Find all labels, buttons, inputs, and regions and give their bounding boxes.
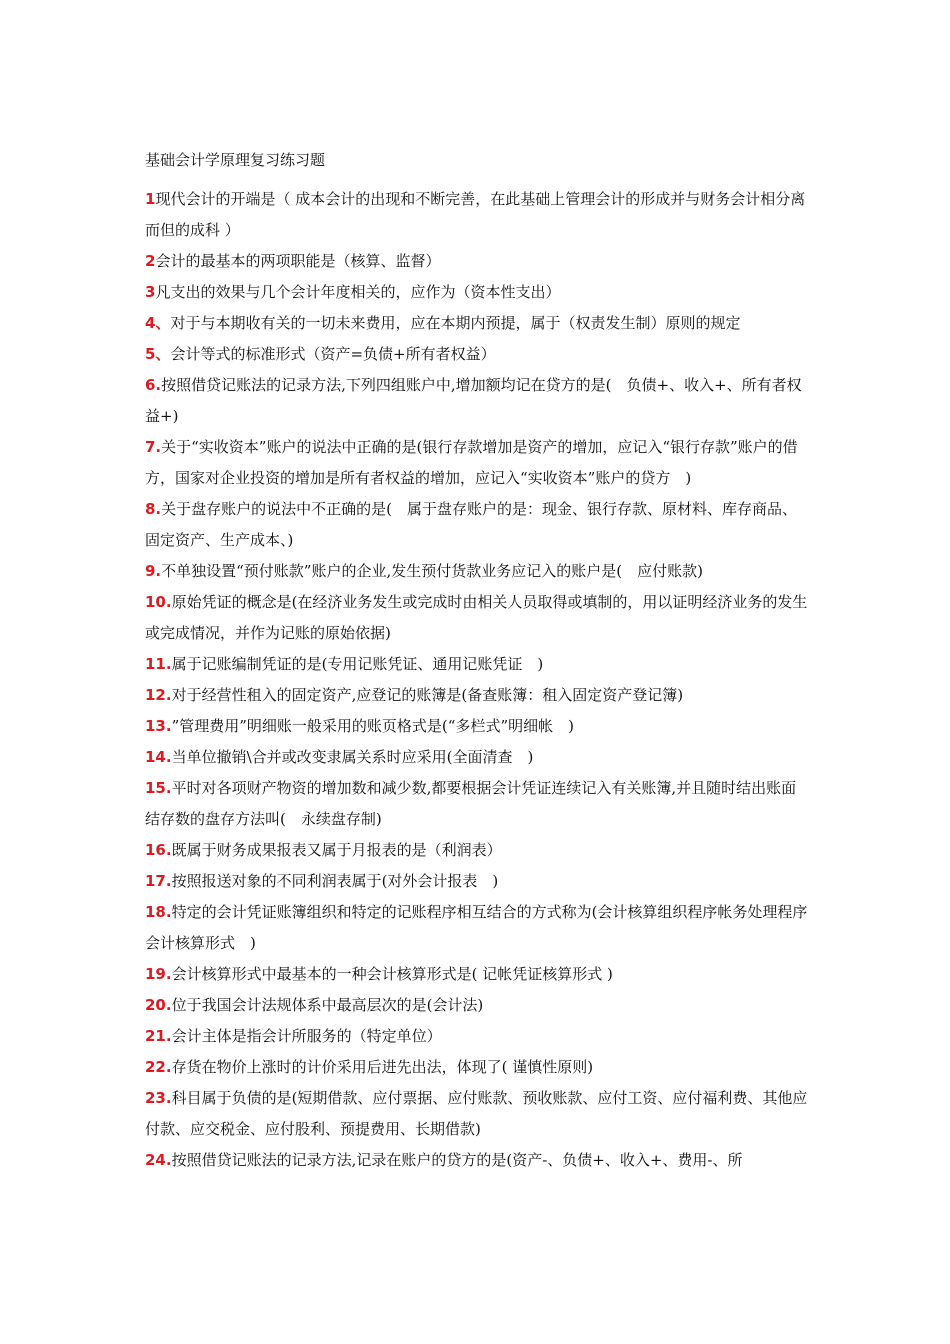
question-number: 17. xyxy=(145,872,172,890)
document-page xyxy=(145,148,810,1176)
question-number: 23. xyxy=(145,1089,172,1107)
question-text: ”管理费用”明细账一般采用的账页格式是(“多栏式”明细帐 ) xyxy=(171,717,574,735)
question-text: 按照借贷记账法的记录方法,下列四组账户中,增加额均记在贷方的是( 负债+、收入+、所有者权益+) xyxy=(145,376,802,425)
list-item xyxy=(145,432,810,494)
question-text: 按照借贷记账法的记录方法,记录在账户的贷方的是(资产-、负债+、收入+、费用-、所 xyxy=(171,1151,743,1169)
question-text: 位于我国会计法规体系中最高层次的是(会计法) xyxy=(171,996,484,1014)
list-item xyxy=(145,308,810,339)
question-text: 会计的最基本的两项职能是（核算、监督） xyxy=(155,252,441,270)
list-item xyxy=(145,556,810,587)
question-number: 24. xyxy=(145,1151,172,1169)
question-text: 现代会计的开端是（ 成本会计的出现和不断完善，在此基础上管理会计的形成并与财务会计相分离而但的成科 ） xyxy=(145,190,806,239)
question-text: 会计等式的标准形式（资产=负债+所有者权益） xyxy=(170,345,496,363)
question-number: 8. xyxy=(145,500,162,518)
question-number: 7. xyxy=(145,438,162,456)
question-text: 凡支出的效果与几个会计年度相关的，应作为（资本性支出） xyxy=(155,283,561,301)
question-number: 15. xyxy=(145,779,172,797)
question-text: 既属于财务成果报表又属于月报表的是（利润表） xyxy=(171,841,502,859)
list-item xyxy=(145,897,810,959)
question-number: 19. xyxy=(145,965,172,983)
question-number: 3 xyxy=(145,283,156,301)
list-item xyxy=(145,494,810,556)
list-item xyxy=(145,587,810,649)
question-list xyxy=(145,184,810,1176)
list-item xyxy=(145,835,810,866)
list-item xyxy=(145,742,810,773)
question-number: 1 xyxy=(145,190,156,208)
question-number: 5、 xyxy=(145,345,171,363)
question-number: 13. xyxy=(145,717,172,735)
list-item xyxy=(145,649,810,680)
list-item xyxy=(145,680,810,711)
question-text: 关于“实收资本”账户的说法中正确的是(银行存款增加是资产的增加，应记入“银行存款”账户的借方，国家对企业投资的增加是所有者权益的增加，应记入“实收资本”账户的贷方 ) xyxy=(145,438,798,487)
list-item xyxy=(145,1021,810,1052)
question-number: 9. xyxy=(145,562,162,580)
question-number: 11. xyxy=(145,655,172,673)
question-number: 4、 xyxy=(145,314,171,332)
list-item xyxy=(145,1145,810,1176)
question-text: 会计主体是指会计所服务的（特定单位） xyxy=(171,1027,442,1045)
document-title: 基础会计学原理复习练习题 xyxy=(145,151,326,169)
question-number: 20. xyxy=(145,996,172,1014)
question-number: 14. xyxy=(145,748,172,766)
list-item xyxy=(145,370,810,432)
question-text: 特定的会计凭证账簿组织和特定的记账程序相互结合的方式称为(会计核算组织程序帐务处理程序会计核算形式 ) xyxy=(145,903,808,952)
question-number: 12. xyxy=(145,686,172,704)
question-number: 21. xyxy=(145,1027,172,1045)
question-number: 6. xyxy=(145,376,162,394)
question-text: 科目属于负债的是(短期借款、应付票据、应付账款、预收账款、应付工资、应付福利费、其他应付款、应交税金、应付股利、预提费用、长期借款) xyxy=(145,1089,808,1138)
question-text: 原始凭证的概念是(在经济业务发生或完成时由相关人员取得或填制的，用以证明经济业务的发生或完成情况，并作为记账的原始依据) xyxy=(145,593,808,642)
question-number: 22. xyxy=(145,1058,172,1076)
question-text: 关于盘存账户的说法中不正确的是( 属于盘存账户的是：现金、银行存款、原材料、库存商品、固定资产、生产成本、) xyxy=(145,500,797,549)
question-text: 平时对各项财产物资的增加数和减少数,都要根据会计凭证连续记入有关账簿,并且随时结出账面结存数的盘存方法叫( 永续盘存制) xyxy=(145,779,797,828)
question-text: 属于记账编制凭证的是(专用记账凭证、通用记账凭证 ) xyxy=(171,655,544,673)
list-item xyxy=(145,773,810,835)
question-number: 18. xyxy=(145,903,172,921)
question-text: 会计核算形式中最基本的一种会计核算形式是( 记帐凭证核算形式 ) xyxy=(171,965,613,983)
question-text: 存货在物价上涨时的计价采用后进先出法，体现了( 谨慎性原则) xyxy=(171,1058,594,1076)
question-number: 2 xyxy=(145,252,156,270)
question-number: 10. xyxy=(145,593,172,611)
list-item xyxy=(145,990,810,1021)
question-text: 按照报送对象的不同利润表属于(对外会计报表 ) xyxy=(171,872,499,890)
question-number: 16. xyxy=(145,841,172,859)
list-item xyxy=(145,866,810,897)
list-item xyxy=(145,246,810,277)
question-text: 当单位撤销\合并或改变隶属关系时应采用(全面清查 ) xyxy=(171,748,534,766)
question-text: 对于经营性租入的固定资产,应登记的账簿是(备查账簿：租入固定资产登记簿) xyxy=(171,686,684,704)
list-item xyxy=(145,711,810,742)
list-item xyxy=(145,1052,810,1083)
list-item xyxy=(145,339,810,370)
list-item xyxy=(145,1083,810,1145)
question-text: 对于与本期收有关的一切未来费用，应在本期内预提，属于（权责发生制）原则的规定 xyxy=(170,314,741,332)
list-item xyxy=(145,277,810,308)
list-item xyxy=(145,959,810,990)
list-item xyxy=(145,184,810,246)
question-text: 不单独设置“预付账款”账户的企业,发生预付货款业务应记入的账户是( 应付账款) xyxy=(161,562,703,580)
